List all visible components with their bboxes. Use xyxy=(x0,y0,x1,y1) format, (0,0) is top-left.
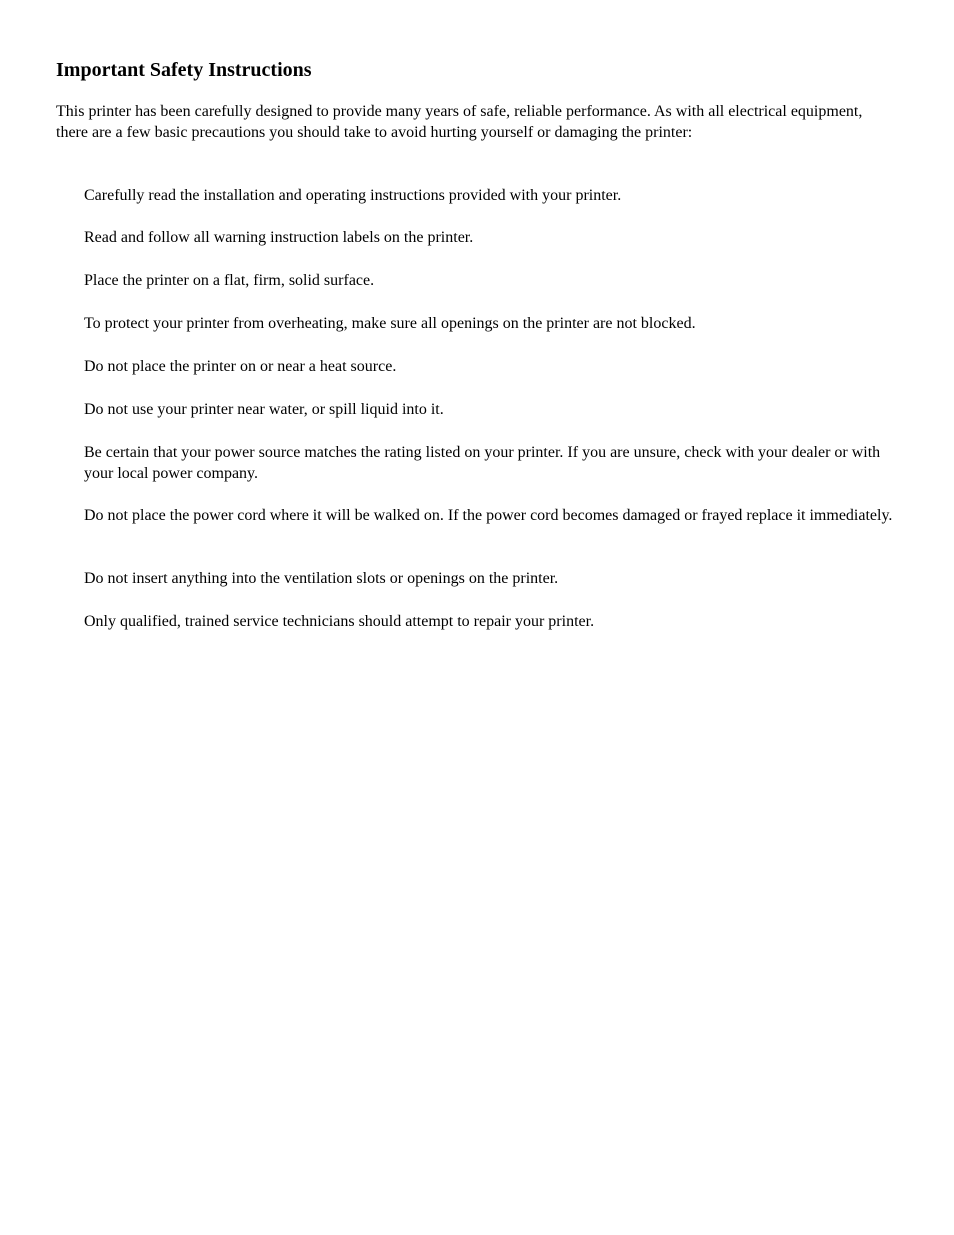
instruction-item: Do not place the power cord where it will be walked on. If the power cord becomes damaged or frayed replace it immediately. xyxy=(84,507,893,524)
instruction-item: To protect your printer from overheating, make sure all openings on the printer are not blocked. xyxy=(84,315,696,332)
instruction-item: Read and follow all warning instruction labels on the printer. xyxy=(84,229,474,246)
instruction-item: Do not insert anything into the ventilation slots or openings on the printer. xyxy=(84,570,559,587)
instruction-item: Be certain that your power source matches the rating listed on your printer. If you are unsure, check with your dealer or with your local power company. xyxy=(84,444,881,482)
instruction-item: Carefully read the installation and operating instructions provided with your printer. xyxy=(84,187,622,204)
instruction-item: Only qualified, trained service technicians should attempt to repair your printer. xyxy=(84,613,595,630)
instruction-item: Place the printer on a flat, firm, solid surface. xyxy=(84,272,375,289)
page-title: Important Safety Instructions xyxy=(56,59,312,81)
instruction-item: Do not use your printer near water, or spill liquid into it. xyxy=(84,401,444,418)
intro-paragraph: This printer has been carefully designed to provide many years of safe, reliable performance. As with all electrical equipment, there are a few basic precautions you should take to avoid hurting yourself or damaging the printer: xyxy=(56,103,863,141)
instruction-item: Do not place the printer on or near a heat source. xyxy=(84,358,397,375)
